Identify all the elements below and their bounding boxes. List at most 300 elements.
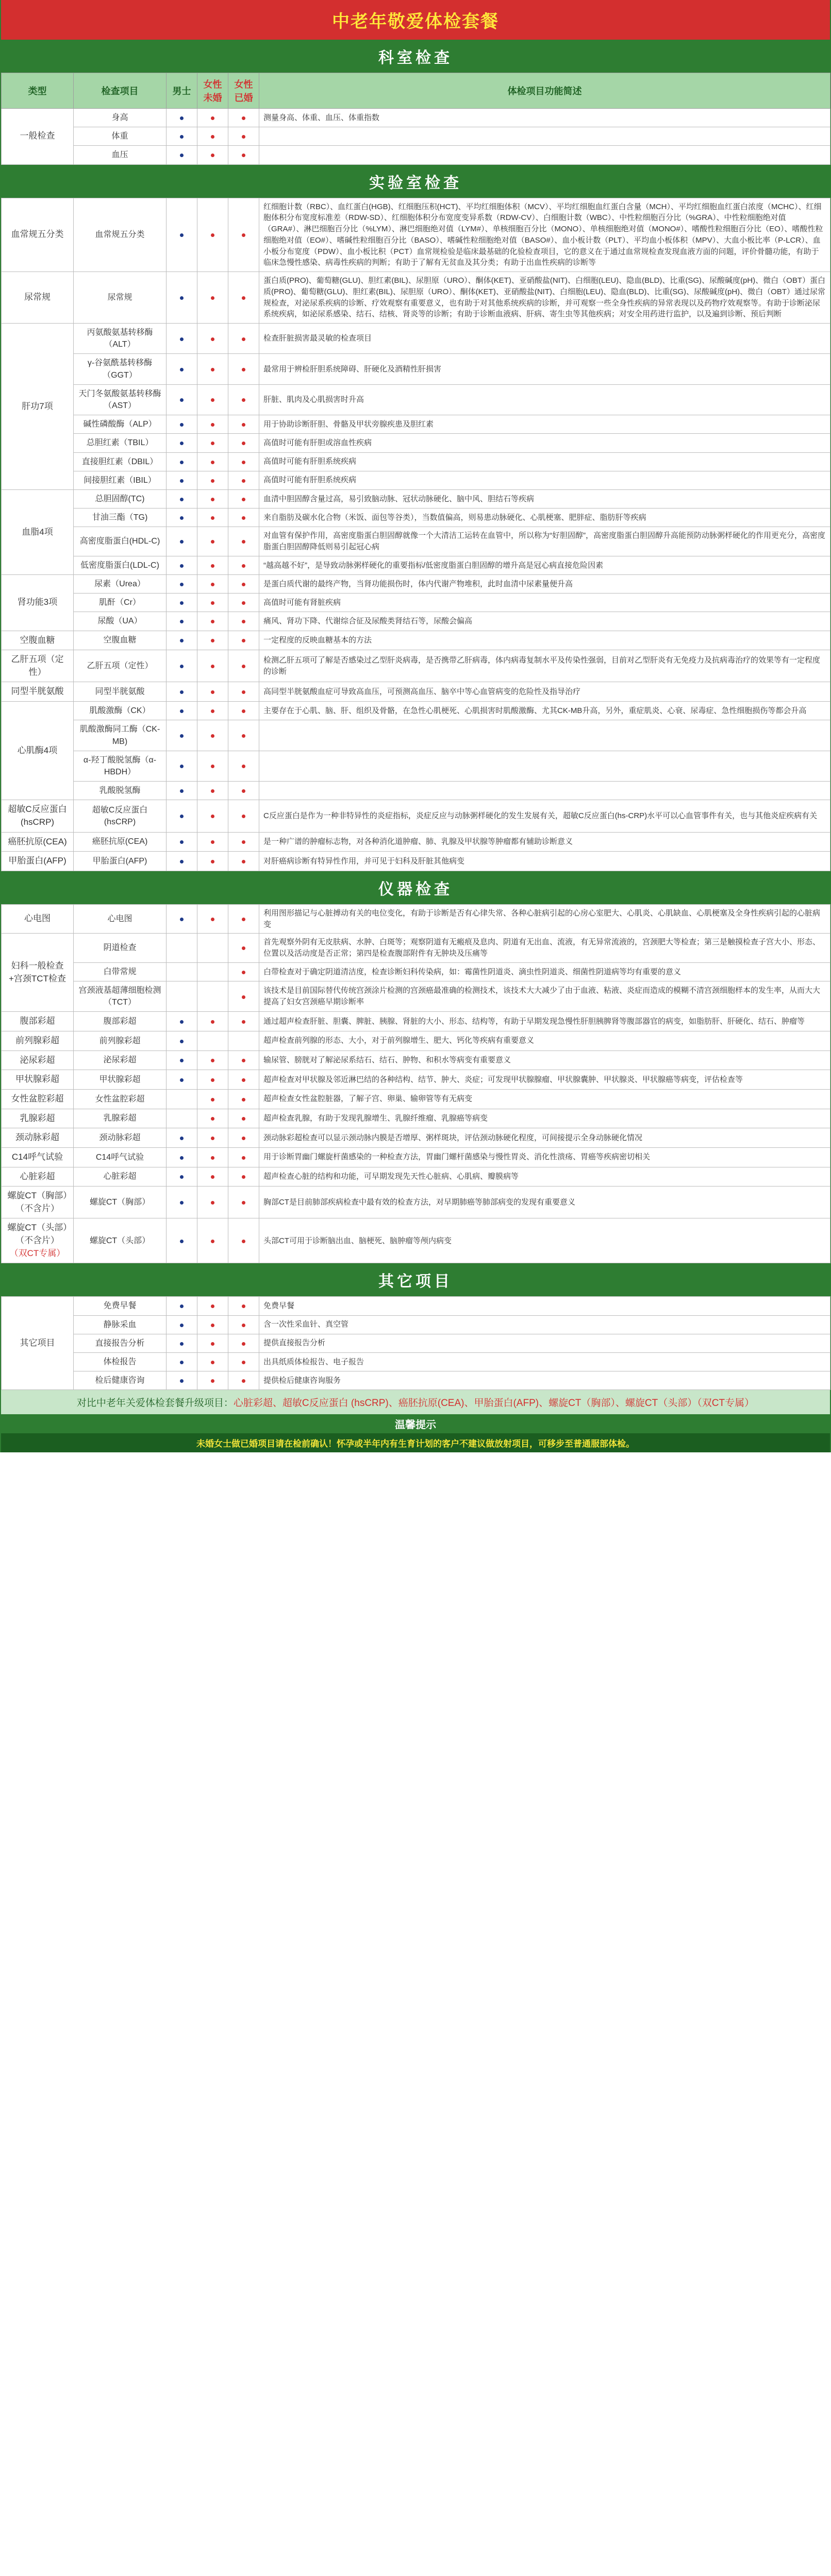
female-unmarried-marker-cell <box>197 612 228 631</box>
female-unmarried-marker <box>211 540 214 544</box>
table-row <box>2 575 830 594</box>
female-married-marker <box>242 690 245 694</box>
female-married-marker-cell <box>228 832 259 852</box>
col-header-item: 检查项目 <box>74 73 167 109</box>
female-unmarried-marker-cell <box>197 1371 228 1390</box>
female-married-marker-cell <box>228 1089 259 1109</box>
upgrade-note-items: 心脏彩超、超敏C反应蛋白 (hsCRP)、癌胚抗原(CEA)、甲胎蛋白(AFP)、螺旋CT（胸部）、螺旋CT（头部）（双CT专属） <box>233 1398 755 1409</box>
female-unmarried-marker-cell <box>197 1128 228 1148</box>
category-label: 螺旋CT（头部）（不含片） <box>7 1223 68 1246</box>
female-unmarried-marker-cell <box>197 934 228 963</box>
exam-item: 颈动脉彩超 <box>74 1128 167 1148</box>
female-married-marker <box>242 233 245 237</box>
item-description: 血清中胆固醇含量过高，易引致脑动脉、冠状动脉硬化、脑中风、胆结石等疾病 <box>259 489 830 508</box>
female-married-marker-cell <box>228 800 259 832</box>
item-description: 输尿管、膀胱对了解泌尿系结石、结石、肿物、和积水等病变有重要意义 <box>259 1050 830 1070</box>
category-cell <box>2 1012 74 1031</box>
female-married-marker <box>242 583 245 586</box>
category-cell <box>2 1050 74 1070</box>
category-cell <box>2 1128 74 1148</box>
female-married-marker-cell <box>228 1315 259 1334</box>
category-label: 螺旋CT（胸部）（不含片） <box>7 1191 68 1213</box>
category-cell <box>2 1218 74 1263</box>
exam-item: 天门冬氨酸氨基转移酶（AST） <box>74 384 167 415</box>
exam-item: 乙肝五项（定性） <box>74 650 167 682</box>
item-description: 高值时可能有肝胆或溶血性疾病 <box>259 434 830 452</box>
female-unmarried-marker-cell <box>197 127 228 146</box>
male-marker <box>180 1342 184 1346</box>
female-married-marker-cell <box>228 575 259 594</box>
col-header-type: 类型 <box>2 73 74 109</box>
female-unmarried-marker-cell <box>197 471 228 489</box>
male-marker-cell <box>167 612 197 631</box>
exam-item: 心电图 <box>74 904 167 934</box>
male-marker <box>180 337 184 341</box>
female-unmarried-marker <box>211 1078 214 1082</box>
female-married-marker <box>242 789 245 793</box>
female-married-marker-cell <box>228 471 259 489</box>
category-cell <box>2 631 74 650</box>
female-married-marker <box>242 1156 245 1160</box>
exam-item: 心脏彩超 <box>74 1167 167 1187</box>
male-marker <box>180 368 184 371</box>
female-married-marker <box>242 601 245 605</box>
category-label: 血脂4项 <box>22 527 53 537</box>
female-married-marker-cell <box>228 452 259 471</box>
female-unmarried-marker <box>211 564 214 568</box>
exam-item: 体重 <box>74 127 167 146</box>
female-unmarried-marker-cell <box>197 324 228 354</box>
category-cell <box>2 272 74 324</box>
exam-item: 血压 <box>74 146 167 164</box>
male-marker <box>180 442 184 445</box>
item-description: “越高越不好”，是导致动脉粥样硬化的重要指标/低密度脂蛋白胆固醇的增升高是冠心病直接危险因素 <box>259 556 830 574</box>
male-marker <box>180 296 184 300</box>
category-cell <box>2 1147 74 1167</box>
table-row <box>2 1089 830 1109</box>
category-cell <box>2 1167 74 1187</box>
female-married-marker-cell <box>228 556 259 574</box>
category-label: 前列腺彩超 <box>15 1036 59 1046</box>
male-marker-cell <box>167 1012 197 1031</box>
category-label: 妇科一般检查+宫颈TCT检查 <box>9 961 66 984</box>
female-unmarried-marker <box>211 154 214 157</box>
table-row <box>2 1109 830 1128</box>
table-row <box>2 1147 830 1167</box>
female-married-marker <box>242 1098 245 1101</box>
female-unmarried-marker-cell <box>197 832 228 852</box>
male-marker <box>180 479 184 483</box>
female-unmarried-marker <box>211 690 214 694</box>
female-married-marker <box>242 368 245 371</box>
male-marker-cell <box>167 981 197 1012</box>
male-marker-cell <box>167 1352 197 1371</box>
female-married-marker-cell <box>228 962 259 981</box>
exam-item: 静脉采血 <box>74 1315 167 1334</box>
male-marker-cell <box>167 1167 197 1187</box>
female-unmarried-marker-cell <box>197 981 228 1012</box>
item-description: 超声检查心脏的结构和功能，可早期发现先天性心脏病、心肌病、瓣膜病等 <box>259 1167 830 1187</box>
item-description <box>259 782 830 800</box>
category-cell <box>2 1070 74 1090</box>
section-title: 其它项目 <box>1 1263 830 1296</box>
female-married-marker-cell <box>228 751 259 781</box>
male-marker-cell <box>167 489 197 508</box>
female-married-marker <box>242 1361 245 1364</box>
female-married-marker-cell <box>228 146 259 164</box>
female-unmarried-marker <box>211 135 214 139</box>
table-row <box>2 782 830 800</box>
table-row <box>2 556 830 574</box>
exam-item: 宫颈液基超薄细胞检测（TCT） <box>74 981 167 1012</box>
category-cell <box>2 489 74 574</box>
item-description: 检测乙肝五项可了解是否感染过乙型肝炎病毒，是否携带乙肝病毒，体内病毒复制水平及传染性强弱，目前对乙型肝炎有无免疫力及抗病毒治疗的效果等有一定程度的诊断 <box>259 650 830 682</box>
male-marker-cell <box>167 594 197 612</box>
male-marker <box>180 423 184 427</box>
female-married-marker <box>242 498 245 501</box>
male-marker <box>180 398 184 402</box>
female-unmarried-marker <box>211 461 214 464</box>
item-description: C反应蛋白是作为一种非特异性的炎症指标，炎症反应与动脉粥样硬化的发生发展有关，超敏C反应蛋白(hs-CRP)水平可以心血管事件有关，也与其他炎症疾病有关 <box>259 800 830 832</box>
item-description: 提供直接报告分析 <box>259 1334 830 1352</box>
table-row <box>2 832 830 852</box>
male-marker-cell <box>167 434 197 452</box>
item-description: 测量身高、体重、血压、体重指数 <box>259 109 830 127</box>
category-note: （双CT专属） <box>9 1248 65 1258</box>
female-unmarried-marker-cell <box>197 1167 228 1187</box>
table-row <box>2 324 830 354</box>
female-unmarried-marker-cell <box>197 1315 228 1334</box>
female-unmarried-marker-cell <box>197 702 228 720</box>
female-married-marker <box>242 398 245 402</box>
table-row <box>2 612 830 631</box>
category-cell <box>2 1089 74 1109</box>
male-marker-cell <box>167 324 197 354</box>
category-cell <box>2 198 74 272</box>
female-unmarried-marker <box>211 1324 214 1327</box>
table-row <box>2 682 830 702</box>
table-row <box>2 434 830 452</box>
category-cell <box>2 1031 74 1051</box>
category-cell <box>2 800 74 832</box>
male-marker <box>180 516 184 520</box>
male-marker <box>180 639 184 642</box>
female-married-marker-cell <box>228 324 259 354</box>
male-marker-cell <box>167 800 197 832</box>
exam-item: 检后健康咨询 <box>74 1371 167 1390</box>
male-marker <box>180 665 184 668</box>
female-unmarried-marker <box>211 815 214 818</box>
male-marker <box>180 1304 184 1308</box>
table-row <box>2 354 830 384</box>
male-marker <box>180 690 184 694</box>
category-label: 女性盆腔彩超 <box>11 1093 64 1104</box>
female-unmarried-marker-cell <box>197 527 228 556</box>
category-label: 同型半胱氨酸 <box>11 686 64 697</box>
table-row <box>2 631 830 650</box>
male-marker-cell <box>167 962 197 981</box>
male-marker <box>180 498 184 501</box>
item-description <box>259 146 830 164</box>
col-header-female-unmarried: 女性未婚 <box>197 73 228 109</box>
female-unmarried-marker-cell <box>197 1352 228 1371</box>
male-marker <box>180 1379 184 1383</box>
table-row <box>2 800 830 832</box>
item-description: 主要存在于心肌、脑、肝、组织及骨骼，在急性心肌梗死、心肌损害时肌酸激酶、尤其CK-MB升高，另外，重症肌炎、心衰、尿毒症、急性细胞损伤等都会升高 <box>259 702 830 720</box>
female-married-marker <box>242 442 245 445</box>
female-married-marker <box>242 946 245 950</box>
female-married-marker-cell <box>228 702 259 720</box>
exam-item: 直接胆红素（DBIL） <box>74 452 167 471</box>
female-married-marker <box>242 1020 245 1024</box>
item-description: 高同型半胱氨酸血症可导致高血压，可预测高血压、脑卒中等心血管病变的危险性及指导治疗 <box>259 682 830 702</box>
table-row <box>2 1371 830 1390</box>
table-row <box>2 127 830 146</box>
female-unmarried-marker <box>211 423 214 427</box>
male-marker <box>180 583 184 586</box>
exam-item: 身高 <box>74 109 167 127</box>
female-married-marker-cell <box>228 631 259 650</box>
table-row <box>2 1167 830 1187</box>
section-title: 科室检查 <box>1 40 830 73</box>
female-married-marker <box>242 1117 245 1121</box>
male-marker <box>180 1078 184 1082</box>
female-unmarried-marker <box>211 1020 214 1024</box>
male-marker <box>180 1156 184 1160</box>
table-row <box>2 852 830 871</box>
category-cell <box>2 904 74 934</box>
male-marker <box>180 1175 184 1179</box>
female-married-marker-cell <box>228 1070 259 1090</box>
female-unmarried-marker <box>211 337 214 341</box>
item-description: 痛风、肾功下降、代谢综合征及尿酸类肾结石等，尿酸会偏高 <box>259 612 830 631</box>
table-row <box>2 415 830 434</box>
category-label: 空腹血糖 <box>20 635 55 645</box>
male-marker-cell <box>167 1031 197 1051</box>
section-table <box>1 1296 830 1390</box>
category-cell <box>2 1109 74 1128</box>
table-row <box>2 1334 830 1352</box>
section-table <box>1 198 830 871</box>
male-marker-cell <box>167 751 197 781</box>
female-married-marker <box>242 564 245 568</box>
female-married-marker-cell <box>228 127 259 146</box>
female-unmarried-marker-cell <box>197 272 228 324</box>
male-marker <box>180 601 184 605</box>
female-unmarried-marker-cell <box>197 1050 228 1070</box>
item-description: 高值时可能有肝胆系统疾病 <box>259 452 830 471</box>
table-row <box>2 1297 830 1315</box>
category-label: 腹部彩超 <box>20 1016 55 1026</box>
female-married-marker-cell <box>228 384 259 415</box>
female-unmarried-marker-cell <box>197 1218 228 1263</box>
female-unmarried-marker <box>211 665 214 668</box>
item-description: 超声检查前列腺的形态、大小，对于前列腺增生、肥大、钙化等疾病有重要意义 <box>259 1031 830 1051</box>
female-married-marker <box>242 1175 245 1179</box>
exam-item: 间接胆红素（IBIL） <box>74 471 167 489</box>
female-married-marker <box>242 296 245 300</box>
male-marker-cell <box>167 1315 197 1334</box>
female-married-marker-cell <box>228 1031 259 1051</box>
female-unmarried-marker <box>211 709 214 713</box>
category-cell <box>2 682 74 702</box>
female-unmarried-marker <box>211 583 214 586</box>
table-row <box>2 1070 830 1090</box>
item-description: 首先观察外阴有无皮肤病、水肿、白斑等；观察阴道有无瘢痕及息肉、阴道有无出血、流液，有无异常流液的，宫颈肥大等检查；第三是触摸检查子宫大小、形态、位置以及活动度是否正常；第四是检查腹部附件有无肿块及压痛等 <box>259 934 830 963</box>
male-marker <box>180 620 184 623</box>
table-row <box>2 650 830 682</box>
male-marker <box>180 564 184 568</box>
female-married-marker-cell <box>228 1012 259 1031</box>
female-unmarried-marker <box>211 498 214 501</box>
male-marker-cell <box>167 556 197 574</box>
male-marker <box>180 918 184 921</box>
category-cell <box>2 832 74 852</box>
table-row <box>2 981 830 1012</box>
female-unmarried-marker-cell <box>197 109 228 127</box>
category-cell <box>2 324 74 490</box>
category-cell <box>2 702 74 800</box>
female-unmarried-marker <box>211 1342 214 1346</box>
male-marker-cell <box>167 1089 197 1109</box>
exam-item: 尿酸（UA） <box>74 612 167 631</box>
item-description: 白带检查对于确定阴道清洁度，检查诊断妇科传染病，如：霉菌性阴道炎、滴虫性阴道炎、细菌性阴道病等均有重要的意义 <box>259 962 830 981</box>
male-marker-cell <box>167 354 197 384</box>
exam-item: 泌尿彩超 <box>74 1050 167 1070</box>
male-marker-cell <box>167 631 197 650</box>
exam-item: 总胆红素（TBIL） <box>74 434 167 452</box>
female-unmarried-marker-cell <box>197 1012 228 1031</box>
female-unmarried-marker-cell <box>197 1334 228 1352</box>
female-married-marker <box>242 337 245 341</box>
item-description: 含一次性采血针、真空管 <box>259 1315 830 1334</box>
female-unmarried-marker-cell <box>197 1297 228 1315</box>
section-title: 仪器检查 <box>1 871 830 904</box>
female-married-marker-cell <box>228 904 259 934</box>
category-cell <box>2 650 74 682</box>
item-description: 超声检查乳腺，有助于发现乳腺增生、乳腺纤维瘤、乳腺癌等病变 <box>259 1109 830 1128</box>
female-unmarried-marker <box>211 1117 214 1121</box>
male-marker-cell <box>167 146 197 164</box>
male-marker <box>180 709 184 713</box>
exam-item: 碱性磷酸酶（ALP） <box>74 415 167 434</box>
female-married-marker <box>242 1201 245 1205</box>
female-married-marker-cell <box>228 1187 259 1218</box>
male-marker <box>180 860 184 863</box>
female-married-marker-cell <box>228 1147 259 1167</box>
female-married-marker <box>242 1324 245 1327</box>
female-unmarried-marker-cell <box>197 782 228 800</box>
item-description: 超声检查对甲状腺及邻近淋巴结的各种结构、结节、肿大、炎症；可发现甲状腺腺瘤、甲状腺囊肿、甲状腺炎、甲状腺癌等病变，评估检查等 <box>259 1070 830 1090</box>
exam-item: 直接报告分析 <box>74 1334 167 1352</box>
exam-item: 丙氨酸氨基转移酶（ALT） <box>74 324 167 354</box>
male-marker <box>180 734 184 738</box>
table-row <box>2 1352 830 1371</box>
female-unmarried-marker-cell <box>197 904 228 934</box>
female-married-marker-cell <box>228 415 259 434</box>
female-married-marker-cell <box>228 1218 259 1263</box>
female-married-marker-cell <box>228 782 259 800</box>
female-married-marker-cell <box>228 720 259 751</box>
table-row <box>2 1050 830 1070</box>
item-description: 对血管有保护作用，高密度脂蛋白胆固醇就像一个大清洁工运转在血管中，所以称为“好胆固醇”，高密度脂蛋白胆固醇升高能预防动脉粥样硬化的作用更充分，高密度脂蛋白胆固醇降低则易引起冠心病 <box>259 527 830 556</box>
item-description: 蛋白质(PRO)、葡萄糖(GLU)、胆红素(BIL)、尿胆原（URO）、酮体(KET)、亚硝酸盐(NIT)、白细胞(LEU)、隐血(BLD)、比重(SG)、尿酸碱度(pH)、微白（OBT）蛋白质(PRO)、葡萄糖(GLU)、胆红素(BIL)、尿胆原（URO）、酮体(KET)、亚硝酸盐(NIT)、白细胞(LEU)、隐血(BLD)、比重(SG)、尿酸碱度(pH)、微白（OBT）通过尿常规检查，对泌尿系疾病的诊断、疗效观察有重要意义，也有助于对其他系统疾病的诊断，并可观察一些全身性疾病的异常表现以及药物疗效观察等。有助于诊断泌尿系统疾病，如泌尿系感染、结石、结核、肾炎等的诊断；有助于诊断血液病、肝病、寄生虫等其他疾病；对安全用药进行监护，以及遍到诊断、预后判断 <box>259 272 830 324</box>
table-row <box>2 272 830 324</box>
male-marker-cell <box>167 650 197 682</box>
female-married-marker-cell <box>228 1109 259 1128</box>
male-marker-cell <box>167 1147 197 1167</box>
item-description: 该技术是目前国际替代传统宫颈涂片检测的宫颈癌最准确的检测技术，该技术大大减少了由于血液、粘液、炎症而造成的模糊不清宫颈细胞样本的发生率，从而大大提高了妇女宫颈癌早期诊断率 <box>259 981 830 1012</box>
exam-item: 腹部彩超 <box>74 1012 167 1031</box>
item-description: 通过超声检查肝脏、胆囊、脾脏、胰腺、肾脏的大小、形态、结构等，有助于早期发现急慢性肝胆胰脾肾等腹部器官的病变，如脂肪肝、肝硬化、结石、肿瘤等 <box>259 1012 830 1031</box>
male-marker-cell <box>167 1050 197 1070</box>
female-married-marker <box>242 135 245 139</box>
table-row <box>2 904 830 934</box>
male-marker-cell <box>167 575 197 594</box>
category-label: 乙肝五项（定性） <box>11 654 64 677</box>
female-married-marker <box>242 1304 245 1308</box>
female-unmarried-marker-cell <box>197 682 228 702</box>
female-married-marker-cell <box>228 682 259 702</box>
col-header-female-married: 女性已婚 <box>228 73 259 109</box>
female-unmarried-marker <box>211 1361 214 1364</box>
exam-item: α-羟丁酸脱氢酶（α-HBDH） <box>74 751 167 781</box>
male-marker <box>180 1240 184 1243</box>
male-marker-cell <box>167 1218 197 1263</box>
female-unmarried-marker-cell <box>197 800 228 832</box>
exam-item: 超敏C反应蛋白(hsCRP) <box>74 800 167 832</box>
table-row <box>2 1187 830 1218</box>
item-description: 来自脂肪及碳水化合物（米饭、面包等谷类），当数值偏高，则易患动脉硬化、心肌梗塞、肥胖症、脂肪肝等疾病 <box>259 509 830 527</box>
female-unmarried-marker <box>211 765 214 768</box>
exam-item: 女性盆腔彩超 <box>74 1089 167 1109</box>
table-row <box>2 1315 830 1334</box>
female-unmarried-marker-cell <box>197 575 228 594</box>
male-marker-cell <box>167 1128 197 1148</box>
section-title: 实验室检查 <box>1 165 830 198</box>
male-marker-cell <box>167 509 197 527</box>
female-unmarried-marker <box>211 1098 214 1101</box>
category-label: 血常规五分类 <box>11 229 64 240</box>
female-married-marker <box>242 665 245 668</box>
female-unmarried-marker-cell <box>197 198 228 272</box>
female-married-marker <box>242 840 245 844</box>
female-married-marker <box>242 154 245 157</box>
female-unmarried-marker-cell <box>197 1089 228 1109</box>
exam-item: 甲胎蛋白(AFP) <box>74 852 167 871</box>
category-label: 甲胎蛋白(AFP) <box>8 856 67 866</box>
female-married-marker <box>242 620 245 623</box>
category-label: 一般检查 <box>20 131 55 141</box>
male-marker <box>180 233 184 237</box>
exam-item: 癌胚抗原(CEA) <box>74 832 167 852</box>
female-unmarried-marker <box>211 639 214 642</box>
section-table <box>1 73 830 165</box>
item-description <box>259 720 830 751</box>
male-marker <box>180 1361 184 1364</box>
exam-item: 低密度脂蛋白(LDL-C) <box>74 556 167 574</box>
exam-item: 肌酸激酶同工酶（CK-MB) <box>74 720 167 751</box>
female-unmarried-marker <box>211 398 214 402</box>
female-married-marker-cell <box>228 1297 259 1315</box>
female-married-marker-cell <box>228 1371 259 1390</box>
female-unmarried-marker-cell <box>197 650 228 682</box>
item-description: 用于协助诊断肝胆、骨骼及甲状旁腺疾患及胆红素 <box>259 415 830 434</box>
male-marker-cell <box>167 415 197 434</box>
female-married-marker-cell <box>228 272 259 324</box>
male-marker-cell <box>167 720 197 751</box>
female-married-marker-cell <box>228 527 259 556</box>
